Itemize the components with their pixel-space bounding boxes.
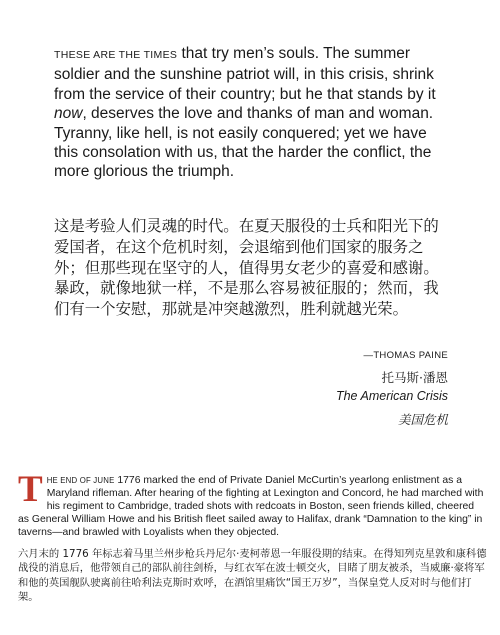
story-chinese: 六月末的 1776 年标志着马里兰州步枪兵丹尼尔·麦柯蒂恩一年服役期的结束。在得知列克星敦和康科德战役的消息后，他带领自己的部队前往剑桥，与红衣军在波士顿交火，目睹了朋友被杀，当威廉·豪将军和他的英国舰队驶离前往哈利法克斯时欢呼，在酒馆里痛饮“国王万岁”，当保皇党人反对时与他们打架。 — [18, 548, 487, 604]
attribution-author-en: —THOMAS PAINE — [363, 350, 448, 361]
story-english — [18, 469, 484, 539]
attribution-author-zh: 托马斯·潘恩 — [381, 370, 448, 385]
quote-text-part2: , deserves the love and thanks of man and woman. Tyranny, like hell, is not easily conquered; yet we have this consolation with us, that the harder the conflict, the more glorious the triumph. — [54, 105, 434, 181]
attribution-work-zh: 美国危机 — [397, 412, 448, 427]
story-lead-smallcaps: HE END OF JUNE — [46, 476, 115, 485]
drop-cap: T — [18, 469, 43, 510]
quote-english — [54, 44, 454, 182]
attribution-work-en: The American Crisis — [335, 389, 448, 403]
quote-text-part1: that try men’s souls. The summer soldier and the sunshine patriot will, in this crisis, shrink from the service of their country; but he that stands by it — [54, 45, 436, 103]
quote-chinese: 这是考验人们灵魂的时代。在夏天服役的士兵和阳光下的爱国者，在这个危机时刻，会退缩到他们国家的服务之外；但那些现在坚守的人，值得男女老少的喜爱和感谢。暴政，就像地狱一样，不是那么容易被征服的；然而，我们有一个安慰，那就是冲突越激烈，胜利就越光荣。 — [54, 217, 439, 319]
quote-emphasis: now — [54, 105, 83, 123]
story-body-en: 1776 marked the end of Private Daniel McCurtin’s yearlong enlistment as a Maryland rifleman. After hearing of the fighting at Lexington and Concord, he had marched with his regiment to Cambridge, traded shots with redcoats in Boston, seen friends killed, cheered as General William Howe and his British fleet sailed away to Halifax, drank “Damnation to the king” in taverns—and brawled with Loyalists when they objected. — [18, 475, 484, 539]
quote-lead-smallcaps: THESE ARE THE TIMES — [54, 49, 178, 61]
